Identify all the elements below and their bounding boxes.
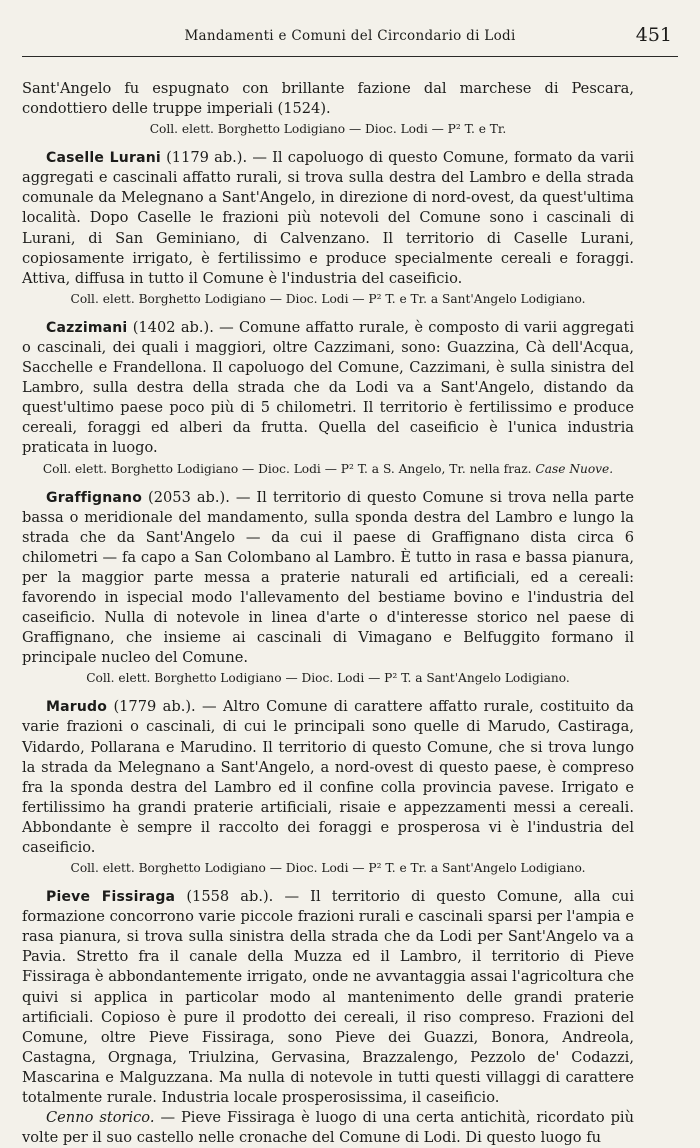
entry-coll-line: Coll. elett. Borghetto Lodigiano — Dioc. Lodi — P² T. e Tr. a Sant'Angelo Lodigiano.	[70, 291, 586, 306]
entry-paragraph	[22, 318, 634, 459]
entry-caselle-lurani	[22, 148, 634, 309]
entry-text: (1779 ab.). — Altro Comune di carattere affatto rurale, costituito da varie frazioni o cascinali, di cui le principali sono quelle di Marudo, Castiraga, Vidardo, Pollarana e Marudino. Il territorio di questo Comune, che si trova lungo la strada da Melegnano a Sant'Angelo, a nord-ovest di questo paese, è compreso fra la sponda destra del Lambro ed il confine colla provincia pavese. Irrigato e fertilissimo ha grandi praterie artificiali, risaie e appezzamenti messi a cereali. Abbondante è sempre il raccolto dei foraggi e prosperosa vi è l'industria del caseificio.	[22, 698, 634, 856]
coll-italic: Case Nuove.	[535, 461, 614, 476]
entry-coll-line	[22, 460, 634, 479]
entry-name: Cazzimani	[46, 319, 128, 336]
entry-paragraph	[22, 697, 634, 858]
intro-coll-line: Coll. elett. Borghetto Lodigiano — Dioc. Lodi — P² T. e Tr.	[149, 122, 507, 137]
entry-paragraph	[22, 488, 634, 669]
page-body	[22, 79, 634, 1148]
cenno-storico-label: Cenno storico.	[46, 1109, 155, 1127]
entry-cazzimani	[22, 318, 634, 479]
page-number: 451	[635, 24, 672, 46]
running-title: Mandamenti e Comuni del Circondario di Lodi	[184, 28, 516, 44]
entry-coll-line: Coll. elett. Borghetto Lodigiano — Dioc. Lodi — P² T. a Sant'Angelo Lodigiano.	[86, 671, 570, 686]
page-header	[22, 22, 678, 56]
entry-text: (1179 ab.). — Il capoluogo di questo Comune, formato da varii aggregati e cascinali affatto rurali, si trova sulla destra del Lambro e della strada comunale da Melegnano a Sant'Angelo, in direzione di nord-ovest, da quest'ultima località. Dopo Caselle le frazioni più notevoli del Comune sono i cascinali di Lurani, di San Geminiano, di Calvenzano. Il territorio di Caselle Lurani, copiosamente irrigato, è fertilissimo e produce specialmente cereali e foraggi. Attiva, diffusa in tutto il Comune è l'industria del caseificio.	[22, 149, 634, 287]
header-rule	[22, 56, 678, 57]
intro-paragraph: Sant'Angelo fu espugnato con brillante fazione dal marchese di Pescara, condottiero delle truppe imperiali (1524).	[22, 80, 634, 118]
entry-name: Marudo	[46, 699, 108, 716]
cenno-storico-paragraph	[22, 1108, 634, 1148]
entry-name: Caselle Lurani	[46, 150, 161, 167]
entry-coll-line: Coll. elett. Borghetto Lodigiano — Dioc. Lodi — P² T. e Tr. a Sant'Angelo Lodigiano.	[70, 861, 586, 876]
coll-text: Coll. elett. Borghetto Lodigiano — Dioc. Lodi — P² T. a S. Angelo, Tr. nella fraz.	[42, 461, 532, 476]
entry-graffignano	[22, 488, 634, 689]
entry-text: (1558 ab.). — Il territorio di questo Comune, alla cui formazione concorrono varie piccole frazioni rurali e cascinali sparsi per l'ampia e rasa pianura, si trova sulla sinistra della strada che da Lodi per Sant'Angelo va a Pavia. Stretto fra il canale della Muzza ed il Lambro, il territorio di Pieve Fissiraga è abbondantemente irrigato, onde ne avvantaggia assai l'agricoltura che quivi si applica in particolar modo al mantenimento delle grandi praterie artificiali. Copioso è pure il prodotto dei cereali, il riso compreso. Frazioni del Comune, oltre Pieve Fissiraga, sono Pieve dei Guazzi, Bonora, Andreola, Castagna, Orgnaga, Triulzina, Gervasina, Brazzalengo, Pezzolo de' Codazzi, Mascarina e Malguzzana. Ma nulla di notevole in tutti questi villaggi di carattere totalmente rurale. Industria locale prosperosissima, il caseificio.	[22, 888, 634, 1107]
entry-text: (1402 ab.). — Comune affatto rurale, è composto di varii aggregati o cascinali, dei quali i maggiori, oltre Cazzimani, sono: Guazzina, Cà dell'Acqua, Sacchelle e Frandellona. Il capoluogo del Comune, Cazzimani, è sulla sinistra del Lambro, sulla destra della strada che da Lodi va a Sant'Angelo, distando da quest'ultimo paese poco più di 5 chilometri. Il territorio è fertilissimo e produce cereali, foraggi ed alberi da frutta. Quella del caseificio è l'unica industria praticata in luogo.	[22, 318, 634, 457]
entry-text: (2053 ab.). — Il territorio di questo Comune si trova nella parte bassa o meridionale del mandamento, sulla sponda destra del Lambro e lungo la strada che da Sant'Angelo — da cui il paese di Graffignano dista circa 6 chilometri — fa capo a San Colombano al Lambro. È tutto in rasa e bassa pianura, per la maggior parte messa a praterie naturali ed artificiali, ed a cereali: favorendo in ispecial modo l'allevamento del bestiame bovino e l'industria del caseificio. Nulla di notevole in linea d'arte o d'interesse storico nel paese di Graffignano, che insieme ai cascinali di Vimagano e Belfuggito formano il principale nucleo del Comune.	[22, 488, 634, 667]
cenno-storico-text: — Pieve Fissiraga è luogo di una certa antichità, ricordato più volte per il suo castello nelle cronache del Comune di Lodi. Di questo luogo fu	[22, 1109, 634, 1147]
entry-marudo	[22, 697, 634, 878]
entry-name: Graffignano	[46, 489, 143, 506]
entry-paragraph	[22, 887, 634, 1108]
entry-paragraph	[22, 148, 634, 289]
entry-name: Pieve Fissiraga	[46, 889, 176, 906]
entry-pieve-fissiraga	[22, 887, 634, 1148]
